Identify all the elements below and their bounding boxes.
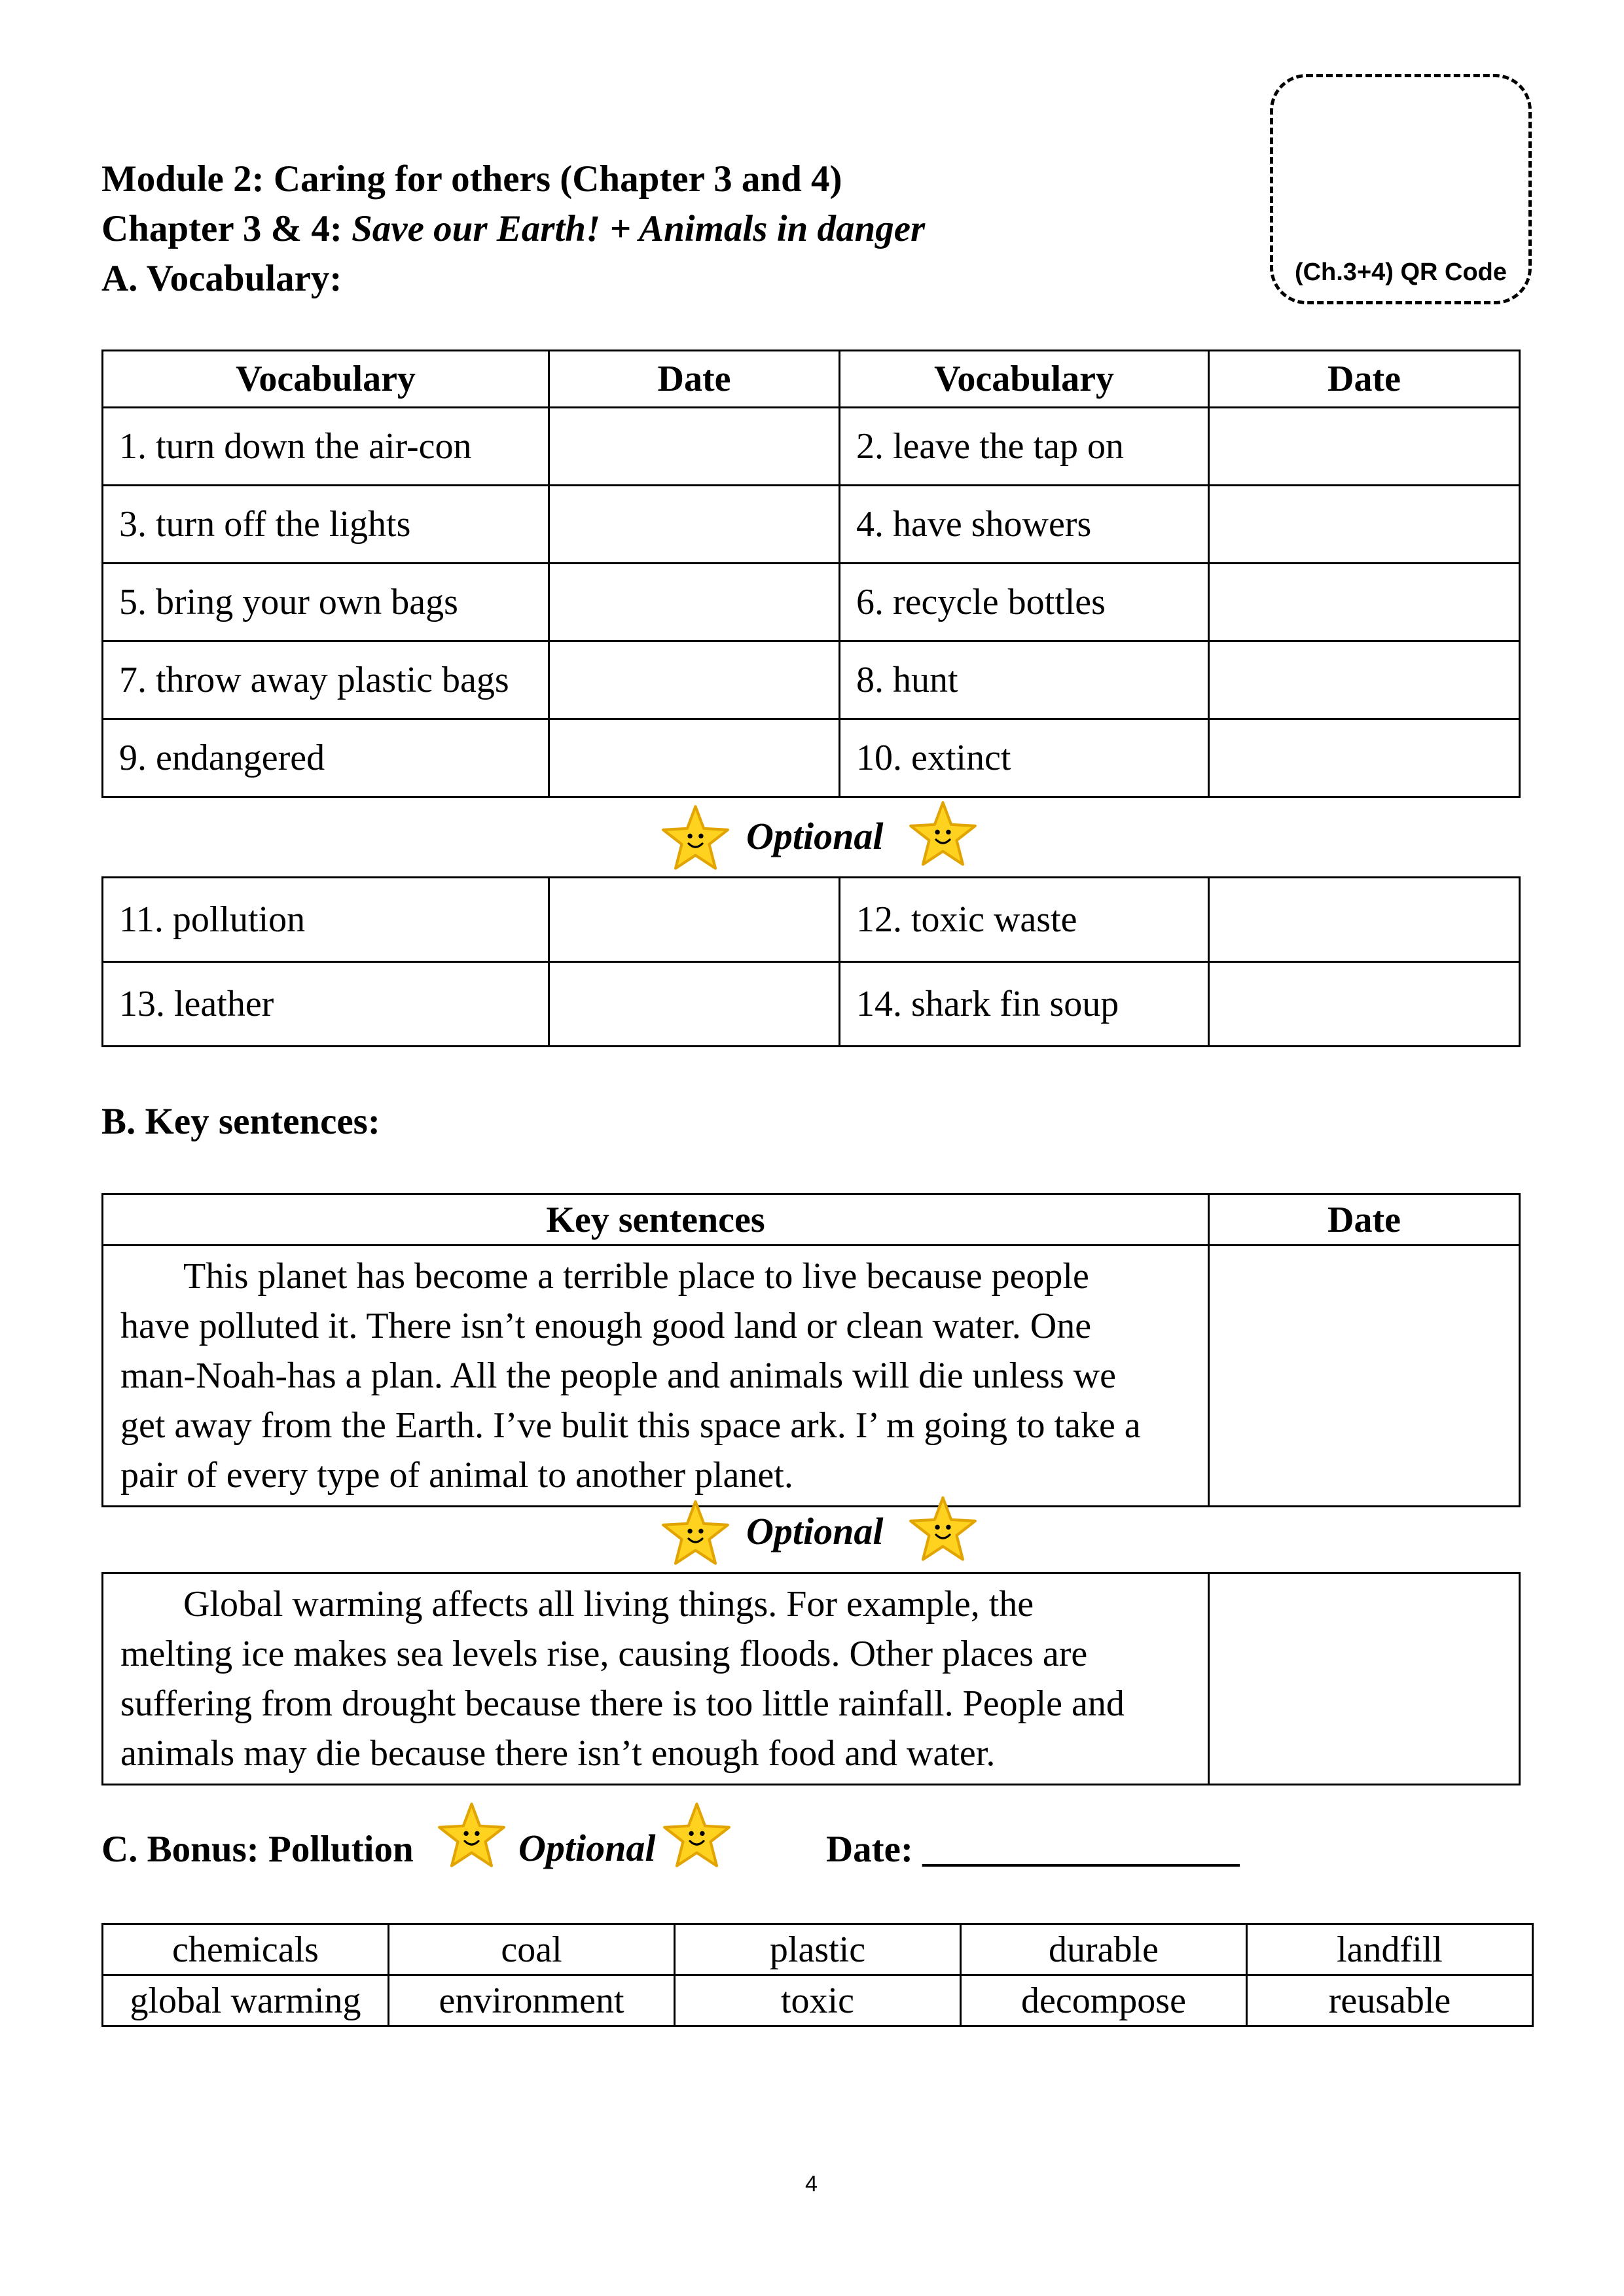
vocab-row bbox=[103, 564, 1520, 641]
text-line: pair of every type of animal to another planet. bbox=[120, 1455, 793, 1496]
vocab-item: 12. toxic waste bbox=[840, 878, 1209, 962]
date-cell[interactable] bbox=[1209, 486, 1520, 564]
date-cell[interactable] bbox=[1209, 719, 1520, 797]
bonus-word: toxic bbox=[675, 1975, 961, 2026]
key-sentences-col-header: Key sentences bbox=[103, 1194, 1209, 1246]
bonus-word: coal bbox=[389, 1924, 675, 1975]
bonus-row bbox=[103, 1924, 1533, 1975]
chapter-title bbox=[101, 204, 925, 254]
vocab-item: 4. have showers bbox=[840, 486, 1209, 564]
date-line[interactable]: Date: _________________ bbox=[826, 1829, 1240, 1870]
date-cell[interactable] bbox=[549, 641, 840, 719]
date-col-header: Date bbox=[1209, 1194, 1520, 1246]
bonus-word: decompose bbox=[961, 1975, 1247, 2026]
optional-label: Optional bbox=[518, 1827, 656, 1869]
date-cell[interactable] bbox=[1209, 1573, 1520, 1785]
date-cell[interactable] bbox=[1209, 641, 1520, 719]
vocabulary-table bbox=[101, 350, 1521, 798]
key-sentence-text bbox=[103, 1246, 1209, 1507]
vocab-row bbox=[103, 878, 1520, 962]
key-sentences-table bbox=[101, 1193, 1521, 1507]
star-icon bbox=[437, 1801, 506, 1870]
vocab-row bbox=[103, 486, 1520, 564]
date-col-header: Date bbox=[1209, 351, 1520, 408]
vocab-row bbox=[103, 962, 1520, 1047]
vocab-item: 14. shark fin soup bbox=[840, 962, 1209, 1047]
vocab-row bbox=[103, 719, 1520, 797]
vocab-item: 1. turn down the air-con bbox=[103, 408, 549, 486]
date-cell[interactable] bbox=[549, 962, 840, 1047]
text-line: get away from the Earth. I’ve bulit this space ark. I’ m going to take a bbox=[120, 1405, 1141, 1446]
date-cell[interactable] bbox=[1209, 408, 1520, 486]
vocab-col-header: Vocabulary bbox=[840, 351, 1209, 408]
bonus-word: global warming bbox=[103, 1975, 389, 2026]
date-cell[interactable] bbox=[549, 408, 840, 486]
optional-label: Optional bbox=[746, 815, 884, 857]
module-title: Module 2: Caring for others (Chapter 3 and 4) bbox=[101, 158, 842, 200]
page-number: 4 bbox=[805, 2172, 818, 2197]
bonus-word: environment bbox=[389, 1975, 675, 2026]
vocab-item: 11. pollution bbox=[103, 878, 549, 962]
key-sentence-text bbox=[103, 1573, 1209, 1785]
date-cell[interactable] bbox=[549, 564, 840, 641]
chapter-subtitle: Save our Earth! + Animals in danger bbox=[352, 208, 926, 249]
date-cell[interactable] bbox=[1209, 564, 1520, 641]
text-line: have polluted it. There isn’t enough good land or clean water. One bbox=[120, 1306, 1092, 1346]
key-sentence-row bbox=[103, 1246, 1520, 1507]
star-icon bbox=[909, 800, 977, 869]
date-cell[interactable] bbox=[549, 878, 840, 962]
vocab-item: 6. recycle bottles bbox=[840, 564, 1209, 641]
date-cell[interactable] bbox=[1209, 1246, 1520, 1507]
vocab-item: 9. endangered bbox=[103, 719, 549, 797]
bonus-word-table bbox=[101, 1923, 1534, 2027]
section-c-heading: C. Bonus: Pollution bbox=[101, 1829, 414, 1870]
optional-label: Optional bbox=[746, 1510, 884, 1552]
optional-vocabulary-table bbox=[101, 876, 1521, 1047]
vocab-item: 8. hunt bbox=[840, 641, 1209, 719]
date-cell[interactable] bbox=[549, 486, 840, 564]
text-line: melting ice makes sea levels rise, causing floods. Other places are bbox=[120, 1634, 1088, 1674]
star-icon bbox=[661, 804, 730, 872]
bonus-word: landfill bbox=[1247, 1924, 1533, 1975]
vocab-item: 3. turn off the lights bbox=[103, 486, 549, 564]
vocab-item: 10. extinct bbox=[840, 719, 1209, 797]
vocab-item: 2. leave the tap on bbox=[840, 408, 1209, 486]
bonus-word: reusable bbox=[1247, 1975, 1533, 2026]
vocabulary-header-row bbox=[103, 351, 1520, 408]
bonus-word: plastic bbox=[675, 1924, 961, 1975]
date-cell[interactable] bbox=[1209, 962, 1520, 1047]
text-line: animals may die because there isn’t enough food and water. bbox=[120, 1733, 996, 1774]
key-sentences-header-row bbox=[103, 1194, 1520, 1246]
star-icon bbox=[662, 1801, 731, 1870]
text-line: This planet has become a terrible place to live because people bbox=[183, 1256, 1089, 1297]
vocab-row bbox=[103, 641, 1520, 719]
text-line: Global warming affects all living things. For example, the bbox=[183, 1584, 1034, 1624]
bonus-word: durable bbox=[961, 1924, 1247, 1975]
chapter-prefix: Chapter 3 & 4: bbox=[101, 208, 352, 249]
text-line: man-Noah-has a plan. All the people and animals will die unless we bbox=[120, 1355, 1116, 1396]
date-col-header: Date bbox=[549, 351, 840, 408]
qr-code-label: (Ch.3+4) QR Code bbox=[1294, 259, 1507, 286]
vocab-row bbox=[103, 408, 1520, 486]
date-cell[interactable] bbox=[1209, 878, 1520, 962]
date-cell[interactable] bbox=[549, 719, 840, 797]
vocab-col-header: Vocabulary bbox=[103, 351, 549, 408]
section-a-heading: A. Vocabulary: bbox=[101, 258, 342, 299]
qr-code-placeholder bbox=[1270, 74, 1532, 304]
bonus-word: chemicals bbox=[103, 1924, 389, 1975]
text-line: suffering from drought because there is too little rainfall. People and bbox=[120, 1683, 1125, 1724]
vocab-item: 7. throw away plastic bags bbox=[103, 641, 549, 719]
vocab-item: 5. bring your own bags bbox=[103, 564, 549, 641]
bonus-row bbox=[103, 1975, 1533, 2026]
optional-key-sentences-table bbox=[101, 1572, 1521, 1785]
vocab-item: 13. leather bbox=[103, 962, 549, 1047]
star-icon bbox=[661, 1499, 730, 1568]
star-icon bbox=[909, 1495, 977, 1564]
section-b-heading: B. Key sentences: bbox=[101, 1101, 380, 1142]
key-sentence-row bbox=[103, 1573, 1520, 1785]
